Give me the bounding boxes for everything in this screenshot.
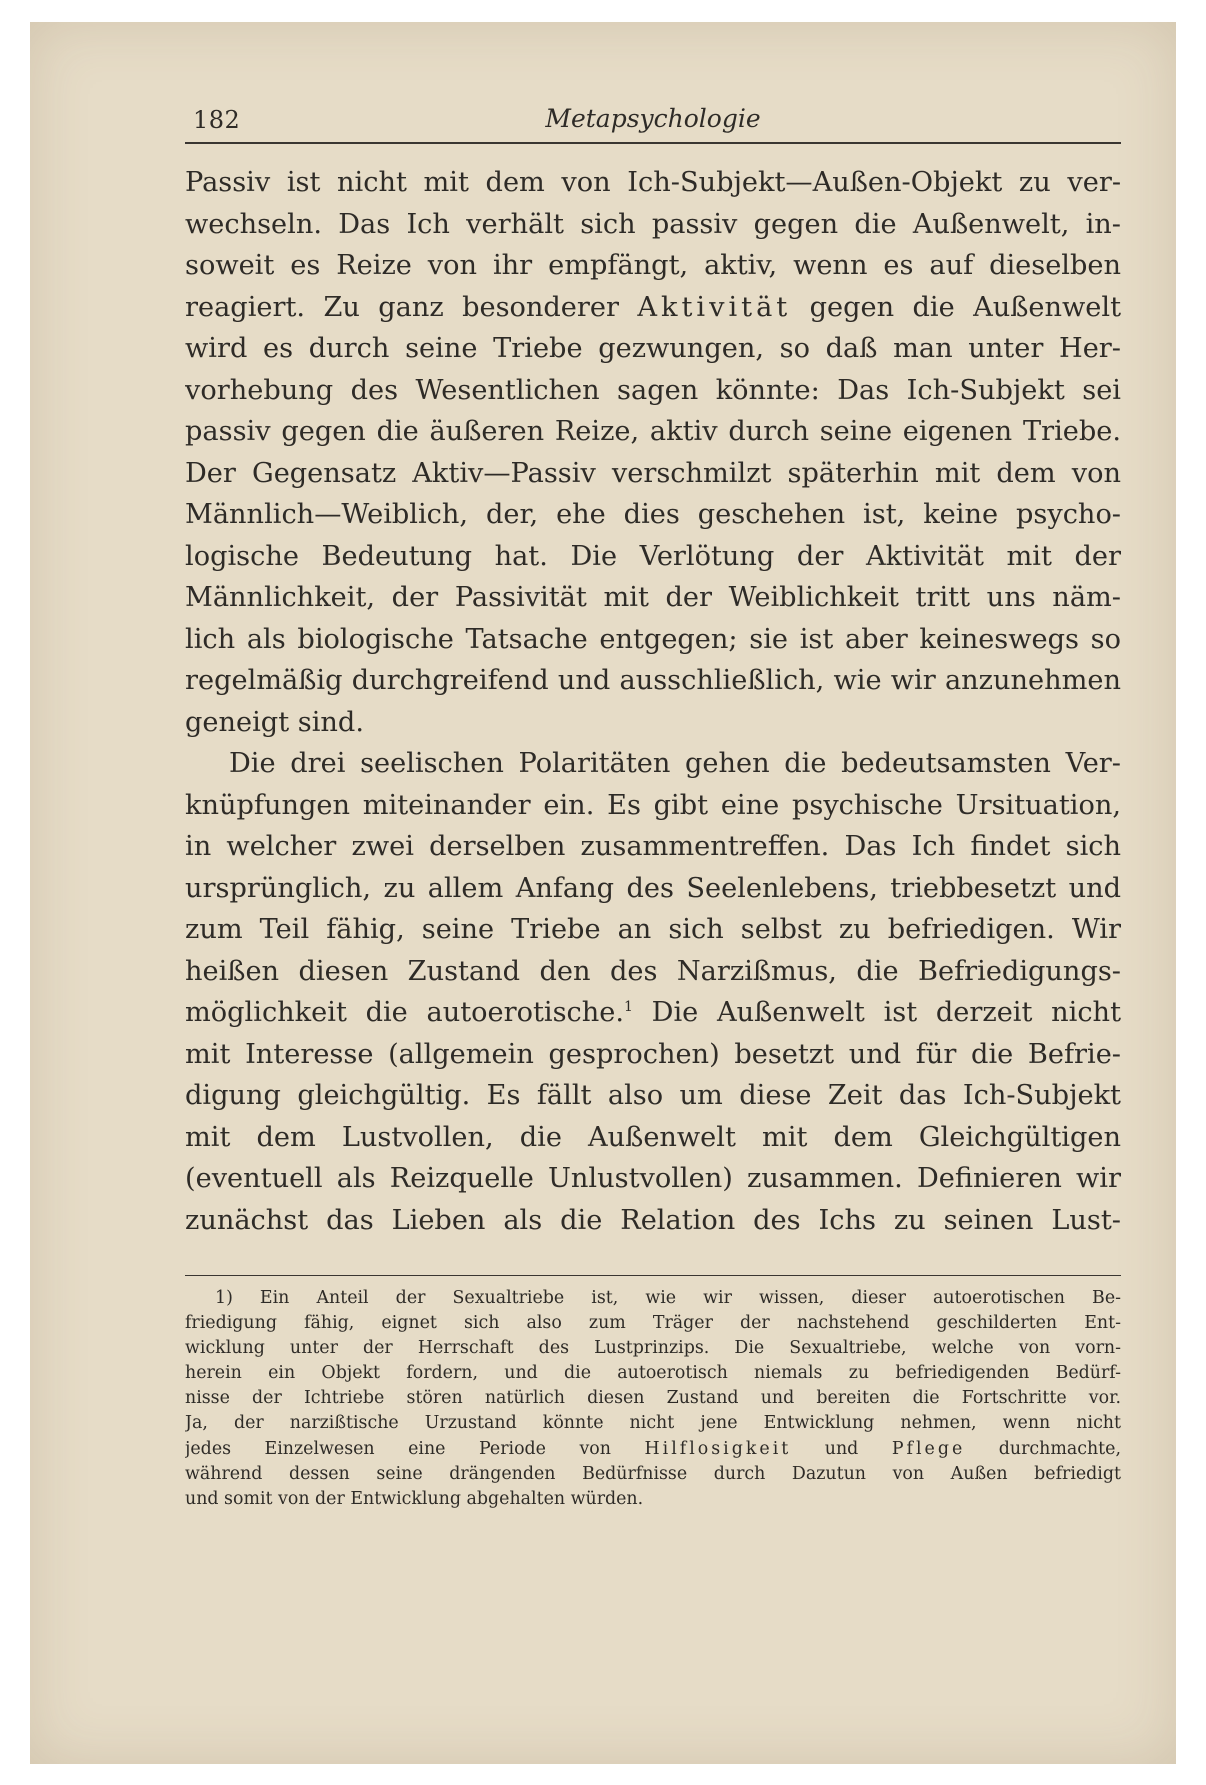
text-fragment: durchmachte, <box>998 1438 1121 1459</box>
footnote-line: Ja, der narzißtische Urzustand könnte nicht jene Entwicklung nehmen, wenn nicht <box>185 1413 1121 1434</box>
text-fragment: jedes Einzelwesen eine Periode von <box>185 1438 611 1459</box>
footnote-line: 1) Ein Anteil der Sexualtriebe ist, wie wir wissen, dieser autoerotischen Be- <box>215 1288 1121 1308</box>
body-text <box>185 162 1121 1241</box>
text-line: ursprünglich, zu allem Anfang des Seelenlebens, triebbesetzt und <box>185 872 1121 904</box>
text-line: vorhebung des Wesentlichen sagen könnte: Das Ich-Subjekt sei <box>185 374 1121 406</box>
text-line <box>185 287 1121 329</box>
text-line: wird es durch seine Triebe gezwungen, so daß man unter Her- <box>185 333 1121 364</box>
text-line: Die drei seelischen Polaritäten gehen die bedeutsamsten Ver- <box>229 748 1121 779</box>
text-fragment: gegen die Außenwelt <box>809 291 1121 323</box>
running-title: Metapsychologie <box>545 104 761 133</box>
text-fragment: möglichkeit die autoerotische. <box>185 997 625 1028</box>
page-number: 182 <box>193 106 241 134</box>
text-line <box>185 992 1121 1034</box>
footnote-line <box>185 1437 1121 1462</box>
emphasized-word: Aktivität <box>637 291 792 323</box>
footnote-divider <box>185 1275 1121 1276</box>
footnote-line: wicklung unter der Herrschaft des Lustprinzips. Die Sexualtriebe, welche von vorn- <box>185 1338 1121 1359</box>
text-line: zunächst das Lieben als die Relation des Ichs zu seinen Lust- <box>185 1204 1121 1236</box>
text-line: passiv gegen die äußeren Reize, aktiv durch seine eigenen Triebe. <box>185 416 1121 447</box>
footnote-line: friedigung fähig, eignet sich also zum Träger der nachstehend geschilderten Ent- <box>185 1313 1121 1334</box>
footnote-line: und somit von der Entwicklung abgehalten würden. <box>185 1488 644 1509</box>
text-line: geneigt sind. <box>185 706 364 738</box>
footnote-line: herein ein Objekt fordern, und die autoerotisch niemals zu befriedigenden Bedürf- <box>185 1363 1121 1384</box>
emphasized-word: Pflege <box>891 1438 966 1459</box>
text-fragment: reagiert. Zu ganz besonderer <box>185 291 619 323</box>
footnote <box>185 1286 1121 1512</box>
footnote-marker[interactable]: 1 <box>624 998 633 1015</box>
text-line: (eventuell als Reizquelle Unlustvollen) zusammen. Definieren wir <box>185 1163 1121 1194</box>
text-line: logische Bedeutung hat. Die Verlötung der Aktivität mit der <box>185 540 1121 572</box>
text-line: regelmäßig durchgreifend und ausschließlich, wie wir anzunehmen <box>185 665 1121 696</box>
text-line: Der Gegensatz Aktiv—Passiv verschmilzt späterhin mit dem von <box>185 457 1121 489</box>
text-line: digung gleichgültig. Es fällt also um diese Zeit das Ich-Subjekt <box>185 1080 1121 1111</box>
text-line: Passiv ist nicht mit dem von Ich-Subjekt—Außen-Objekt zu ver- <box>185 167 1121 198</box>
text-line: Männlich—Weiblich, der, ehe dies geschehen ist, keine psycho- <box>185 499 1121 530</box>
text-line: Männlichkeit, der Passivität mit der Weiblichkeit tritt uns näm- <box>185 582 1121 613</box>
text-line: knüpfungen miteinander ein. Es gibt eine psychische Ursituation, <box>185 789 1121 821</box>
text-fragment: Die Außenwelt ist derzeit nicht <box>651 997 1121 1028</box>
footnote-line: während dessen seine drängenden Bedürfnisse durch Dazutun von Außen befriedigt <box>185 1463 1121 1484</box>
page-header <box>185 102 1121 144</box>
text-line: heißen diesen Zustand den des Narzißmus, die Befriedigungs- <box>185 955 1121 987</box>
footnote-line: nisse der Ichtriebe stören natürlich diesen Zustand und bereiten die Fortschritte vor. <box>185 1388 1121 1409</box>
text-line: lich als biologische Tatsache entgegen; sie ist aber keineswegs so <box>185 623 1121 655</box>
text-fragment: und <box>824 1438 859 1459</box>
text-line: in welcher zwei derselben zusammentreffen. Das Ich findet sich <box>185 831 1121 862</box>
text-line: mit dem Lustvollen, die Außenwelt mit dem Gleichgültigen <box>185 1121 1121 1153</box>
text-line: mit Interesse (allgemein gesprochen) besetzt und für die Befrie- <box>185 1038 1121 1070</box>
text-line: wechseln. Das Ich verhält sich passiv gegen die Außenwelt, in- <box>185 208 1121 240</box>
text-line: zum Teil fähig, seine Triebe an sich selbst zu befriedigen. Wir <box>185 914 1121 945</box>
text-line: soweit es Reize von ihr empfängt, aktiv, wenn es auf dieselben <box>185 250 1121 281</box>
emphasized-word: Hilflosigkeit <box>644 1438 792 1459</box>
